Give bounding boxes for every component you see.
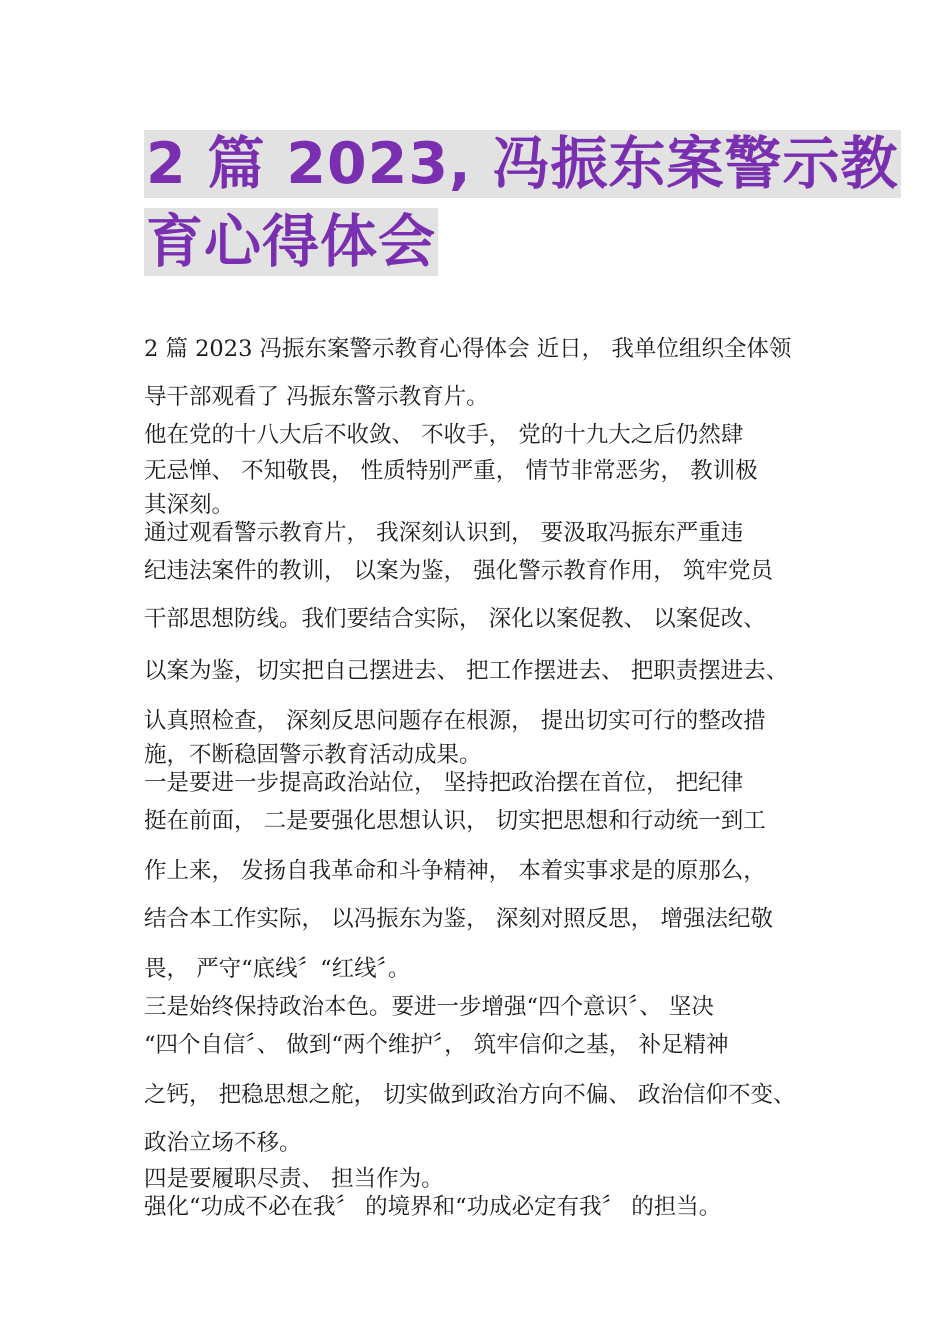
body-line: 他在党的十八大后不收敛、 不收手， 党的十九大之后仍然肆 [144,422,744,448]
body-line: 纪违法案件的教训， 以案为鉴， 强化警示教育作用， 筑牢党员 [144,558,773,584]
body-line: 作上来， 发扬自我革命和斗争精神， 本着实事求是的原那么， [144,858,766,884]
body-line: 三是始终保持政治本色。要进一步增强“四个意识〞、 坚决 [144,994,714,1020]
body-line: 2 篇 2023 冯振东案警示教育心得体会 近日， 我单位组织全体领 [144,336,792,362]
body-line: 一是要进一步提高政治站位， 坚持把政治摆在首位， 把纪律 [144,770,744,796]
body-line: “四个自信〞、 做到“两个维护〞， 筑牢信仰之基， 补足精神 [144,1032,729,1058]
title-line-2: 育心得体会 [146,209,436,275]
body-line: 其深刻。 [144,492,235,518]
body-line: 以案为鉴，切实把自己摆进去、 把工作摆进去、 把职责摆进去、 [144,658,789,684]
body-line: 导干部观看了 冯振东警示教育片。 [144,384,489,410]
body-line: 挺在前面， 二是要强化思想认识， 切实把思想和行动统一到工 [144,808,766,834]
body-line: 无忌惮、 不知敬畏， 性质特别严重， 情节非常恶劣， 教训极 [144,458,758,484]
body-line: 四是要履职尽责、 担当作为。 [144,1166,444,1192]
title-line-1: 2 篇 2023, 冯振东案警示教 [146,131,899,197]
body-line: 结合本工作实际， 以冯振东为鉴， 深刻对照反思， 增强法纪敬 [144,906,773,932]
body-line: 通过观看警示教育片， 我深刻认识到， 要汲取冯振东严重违 [144,520,744,546]
body-line: 干部思想防线。我们要结合实际， 深化以案促教、 以案促改、 [144,606,766,632]
body-line: 强化“功成不必在我〞 的境界和“功成必定有我〞 的担当。 [144,1194,722,1220]
body-line: 畏， 严守“底线〞“红线〞。 [144,956,411,982]
body-line: 施，不断稳固警示教育活动成果。 [144,742,482,768]
body-line: 政治立场不移。 [144,1130,302,1156]
body-line: 之钙， 把稳思想之舵， 切实做到政治方向不偏、 政治信仰不变、 [144,1082,796,1108]
body-line: 认真照检查， 深刻反思问题存在根源， 提出切实可行的整改措 [144,708,766,734]
